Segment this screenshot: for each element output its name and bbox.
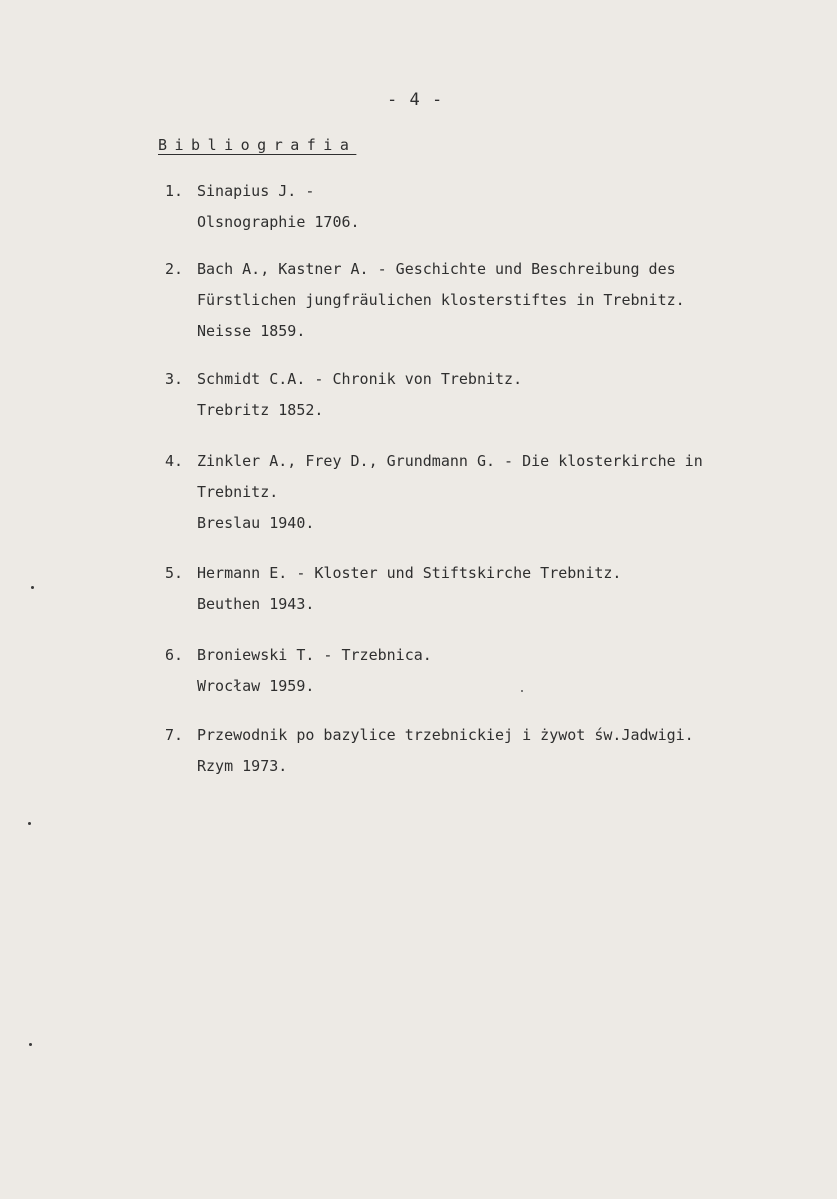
margin-mark (28, 822, 31, 825)
entry-number: 6. (165, 646, 184, 664)
bibliography-heading: Bibliografia (158, 136, 357, 154)
bibliography-entry-2-line-2: Fürstlichen jungfräulichen klosterstiftes in Trebnitz. (197, 291, 685, 309)
entry-number: 5. (165, 564, 184, 582)
bibliography-entry-7-line-2: Rzym 1973. (197, 757, 288, 775)
bibliography-entry-4-line-2: Trebnitz. (197, 483, 279, 501)
entry-text: Zinkler A., Frey D., Grundmann G. - Die klosterkirche in (197, 452, 703, 470)
bibliography-entry-6-line-1 (165, 648, 432, 663)
margin-mark (31, 586, 34, 589)
bibliography-entry-1-line-1 (165, 184, 314, 199)
bibliography-entry-4-line-1 (165, 454, 703, 469)
entry-text: Hermann E. - Kloster und Stiftskirche Trebnitz. (197, 564, 622, 582)
bibliography-entry-7-line-1 (165, 728, 694, 743)
entry-text: Przewodnik po bazylice trzebnickiej i żywot św.Jadwigi. (197, 726, 694, 744)
bibliography-entry-3-line-1 (165, 372, 522, 387)
entry-number: 7. (165, 726, 184, 744)
bibliography-entry-2-line-3: Neisse 1859. (197, 322, 306, 340)
page-number: - 4 - (387, 90, 444, 110)
entry-number: 3. (165, 370, 184, 388)
bibliography-entry-3-line-2: Trebritz 1852. (197, 401, 324, 419)
entry-text: Schmidt C.A. - Chronik von Trebnitz. (197, 370, 523, 388)
entry-number: 2. (165, 260, 184, 278)
bibliography-entry-1-line-2: Olsnographie 1706. (197, 213, 360, 231)
bibliography-entry-4-line-3: Breslau 1940. (197, 514, 315, 532)
bibliography-entry-5-line-2: Beuthen 1943. (197, 595, 315, 613)
entry-text: Bach A., Kastner A. - Geschichte und Beschreibung des (197, 260, 676, 278)
entry-number: 4. (165, 452, 184, 470)
bibliography-entry-6-line-2: Wrocław 1959. (197, 677, 315, 695)
bibliography-entry-5-line-1 (165, 566, 621, 581)
bibliography-entry-2-line-1 (165, 262, 676, 277)
paper-speck (521, 690, 523, 692)
entry-text: Broniewski T. - Trzebnica. (197, 646, 432, 664)
entry-number: 1. (165, 182, 184, 200)
entry-text: Sinapius J. - (197, 182, 315, 200)
margin-mark (29, 1043, 32, 1046)
